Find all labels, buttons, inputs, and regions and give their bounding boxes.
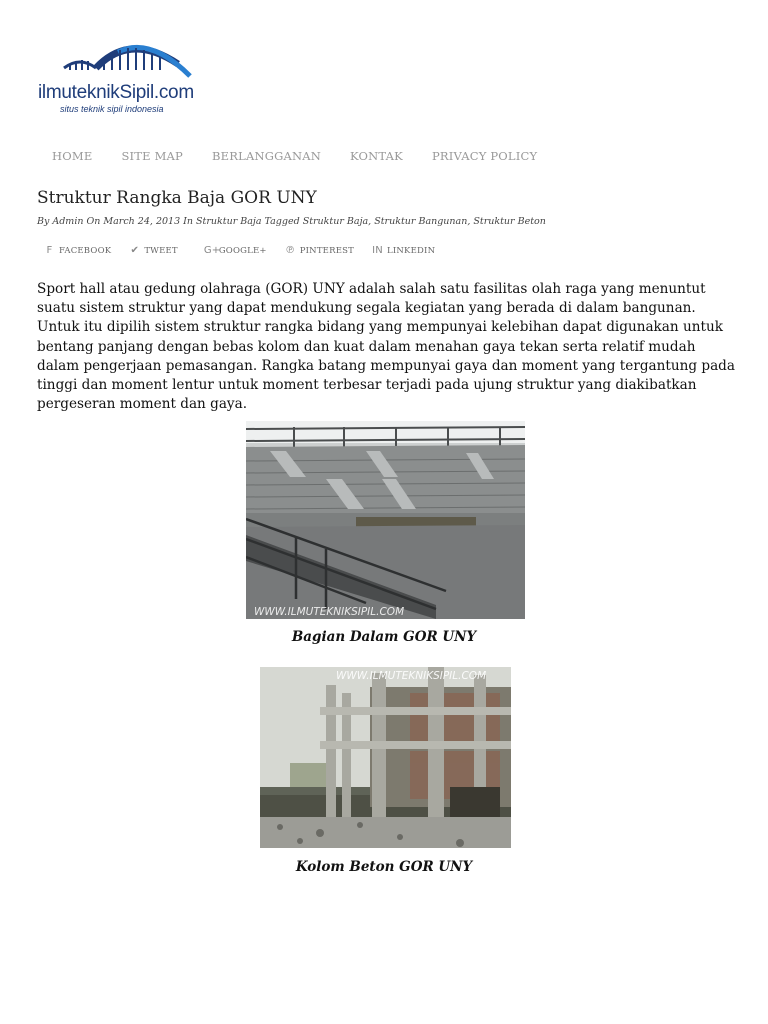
share-label: PINTEREST bbox=[299, 245, 354, 256]
gor-columns-photo bbox=[260, 667, 511, 848]
share-bar bbox=[44, 245, 453, 256]
nav-berlangganan[interactable]: BERLANGGANAN bbox=[212, 149, 322, 163]
nav-kontak[interactable]: KONTAK bbox=[350, 149, 403, 163]
site-tagline: situs teknik sipil indonesia bbox=[60, 104, 164, 114]
google-plus-icon: G+ bbox=[203, 245, 221, 256]
post-meta: By Admin On March 24, 2013 In Struktur Baja Tagged Struktur Baja, Struktur Bangunan, Struktur Beton bbox=[37, 216, 546, 227]
linkedin-icon: IN bbox=[372, 245, 383, 256]
post-body: Sport hall atau gedung olahraga (GOR) UNY adalah salah satu fasilitas olah raga yang menuntut suatu sistem struktur yang dapat mendukung segala kegiatan yang berada di dalam bangunan. Untuk itu dipilih sistem struktur rangka bidang yang mempunyai kelebihan dapat digunakan untuk bentang panjang dengan bebas kolom dan kuat dalam menahan gaya tekan serta relatif mudah dalam pengerjaan pemasangan. Rangka batang mempunyai gaya dan moment yang tergantung pada tinggi dan moment lentur untuk moment terbesar terjadi pada ujung struktur yang diakibatkan pergeseran moment dan gaya. bbox=[37, 281, 735, 413]
share-google-plus-button[interactable] bbox=[204, 245, 267, 256]
share-linkedin-button[interactable] bbox=[372, 245, 435, 256]
gor-interior-photo bbox=[246, 421, 525, 619]
photo-caption: Bagian Dalam GOR UNY bbox=[291, 629, 477, 645]
twitter-icon: ✔ bbox=[130, 245, 140, 256]
site-logo[interactable] bbox=[36, 38, 216, 118]
bridge-logo-icon bbox=[60, 38, 202, 84]
pinterest-icon: ℗ bbox=[285, 245, 296, 256]
share-label: LINKEDIN bbox=[387, 245, 436, 256]
share-label: GOOGLE+ bbox=[218, 245, 267, 256]
share-pinterest-button[interactable] bbox=[285, 245, 354, 256]
main-nav bbox=[52, 149, 566, 163]
photo-watermark: WWW.ILMUTEKNIKSIPIL.COM bbox=[254, 606, 405, 618]
photo-caption: Kolom Beton GOR UNY bbox=[295, 859, 473, 875]
nav-site-map[interactable]: SITE MAP bbox=[121, 149, 183, 163]
post-title: Struktur Rangka Baja GOR UNY bbox=[37, 188, 317, 208]
site-name: ilmuteknikSipil.com bbox=[38, 82, 194, 103]
share-facebook-button[interactable] bbox=[44, 245, 111, 256]
nav-privacy-policy[interactable]: PRIVACY POLICY bbox=[431, 149, 538, 163]
photo-watermark: WWW.ILMUTEKNIKSIPIL.COM bbox=[336, 670, 487, 682]
share-label: TWEET bbox=[144, 245, 178, 256]
nav-home[interactable]: HOME bbox=[52, 149, 93, 163]
facebook-icon: F bbox=[46, 245, 53, 256]
share-tweet-button[interactable] bbox=[129, 245, 178, 256]
share-label: FACEBOOK bbox=[59, 245, 112, 256]
